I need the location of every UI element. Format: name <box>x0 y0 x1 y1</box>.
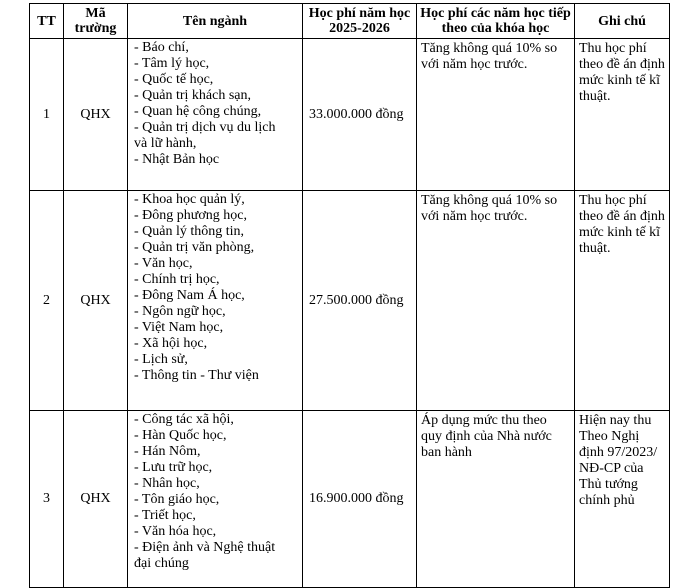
major-item: - Quản trị văn phòng, <box>134 240 255 255</box>
major-item: - Việt Nam học, <box>134 320 224 335</box>
table-row <box>30 191 670 411</box>
row-number: 2 <box>30 191 64 411</box>
next-years-fee: Tăng không quá 10% so với năm học trước. <box>417 191 575 411</box>
school-code: QHX <box>64 411 128 588</box>
tuition-table <box>29 3 670 588</box>
major-item: - Quan hệ công chúng, <box>134 104 262 119</box>
school-code: QHX <box>64 39 128 191</box>
major-item: - Lịch sử, <box>134 352 188 367</box>
major-item: - Nhật Bản học <box>134 152 220 167</box>
major-item: - Tôn giáo học, <box>134 492 220 507</box>
row-number: 1 <box>30 39 64 191</box>
table-row <box>30 39 670 191</box>
table-row <box>30 411 670 588</box>
major-item: - Thông tin - Thư viện <box>134 368 259 383</box>
header-row <box>30 4 670 39</box>
major-list-clip <box>134 412 298 586</box>
header-fee-2025-2026: Học phí năm học 2025-2026 <box>303 4 417 39</box>
tuition-fee: 27.500.000 đồng <box>303 191 417 411</box>
major-list <box>128 411 303 588</box>
major-item: - Ngôn ngữ học, <box>134 304 226 319</box>
header-note: Ghi chú <box>575 4 670 39</box>
major-item: - Điện ảnh và Nghệ thuật <box>134 540 276 555</box>
note: Thu học phí theo đề án định mức kinh tế kĩ thuật. <box>575 191 670 411</box>
note: Hiện nay thu Theo Nghị định 97/2023/ NĐ-CP của Thủ tướng chính phủ <box>575 411 670 588</box>
major-item: - Đông Nam Á học, <box>134 288 245 303</box>
major-list <box>128 191 303 411</box>
header-majors: Tên ngành <box>128 4 303 39</box>
major-item: - Quốc tế học, <box>134 72 214 87</box>
major-item: - Văn học, <box>134 256 193 271</box>
major-item: - Văn hóa học, <box>134 524 217 539</box>
major-item: - Hàn Quốc học, <box>134 428 227 443</box>
tuition-fee: 33.000.000 đồng <box>303 39 417 191</box>
major-item: - Quản trị dịch vụ du lịch <box>134 120 276 135</box>
major-item: đại chúng <box>134 556 189 571</box>
note: Thu học phí theo đề án định mức kinh tế kĩ thuật. <box>575 39 670 191</box>
major-item: - Hán Nôm, <box>134 444 201 459</box>
major-item: - Báo chí, <box>134 40 189 55</box>
header-fee-next-years: Học phí các năm học tiếp theo của khóa học <box>417 4 575 39</box>
row-number: 3 <box>30 411 64 588</box>
next-years-fee: Áp dụng mức thu theo quy định của Nhà nước ban hành <box>417 411 575 588</box>
major-item: - Lưu trữ học, <box>134 460 213 475</box>
school-code: QHX <box>64 191 128 411</box>
major-item: - Công tác xã hội, <box>134 412 234 427</box>
tuition-fee: 16.900.000 đồng <box>303 411 417 588</box>
major-list <box>128 39 303 191</box>
header-school-code: Mã trường <box>64 4 128 39</box>
major-item: - Quản lý thông tin, <box>134 224 245 239</box>
major-item: - Đông phương học, <box>134 208 247 223</box>
next-years-fee: Tăng không quá 10% so với năm học trước. <box>417 39 575 191</box>
major-item: và lữ hành, <box>134 136 197 151</box>
major-item: - Tâm lý học, <box>134 56 210 71</box>
major-item: - Chính trị học, <box>134 272 220 287</box>
header-tt: TT <box>30 4 64 39</box>
major-item: - Triết học, <box>134 508 196 523</box>
major-item: - Khoa học quản lý, <box>134 192 245 207</box>
major-item: - Quản trị khách sạn, <box>134 88 252 103</box>
major-item: - Xã hội học, <box>134 336 208 351</box>
major-item: - Nhân học, <box>134 476 200 491</box>
